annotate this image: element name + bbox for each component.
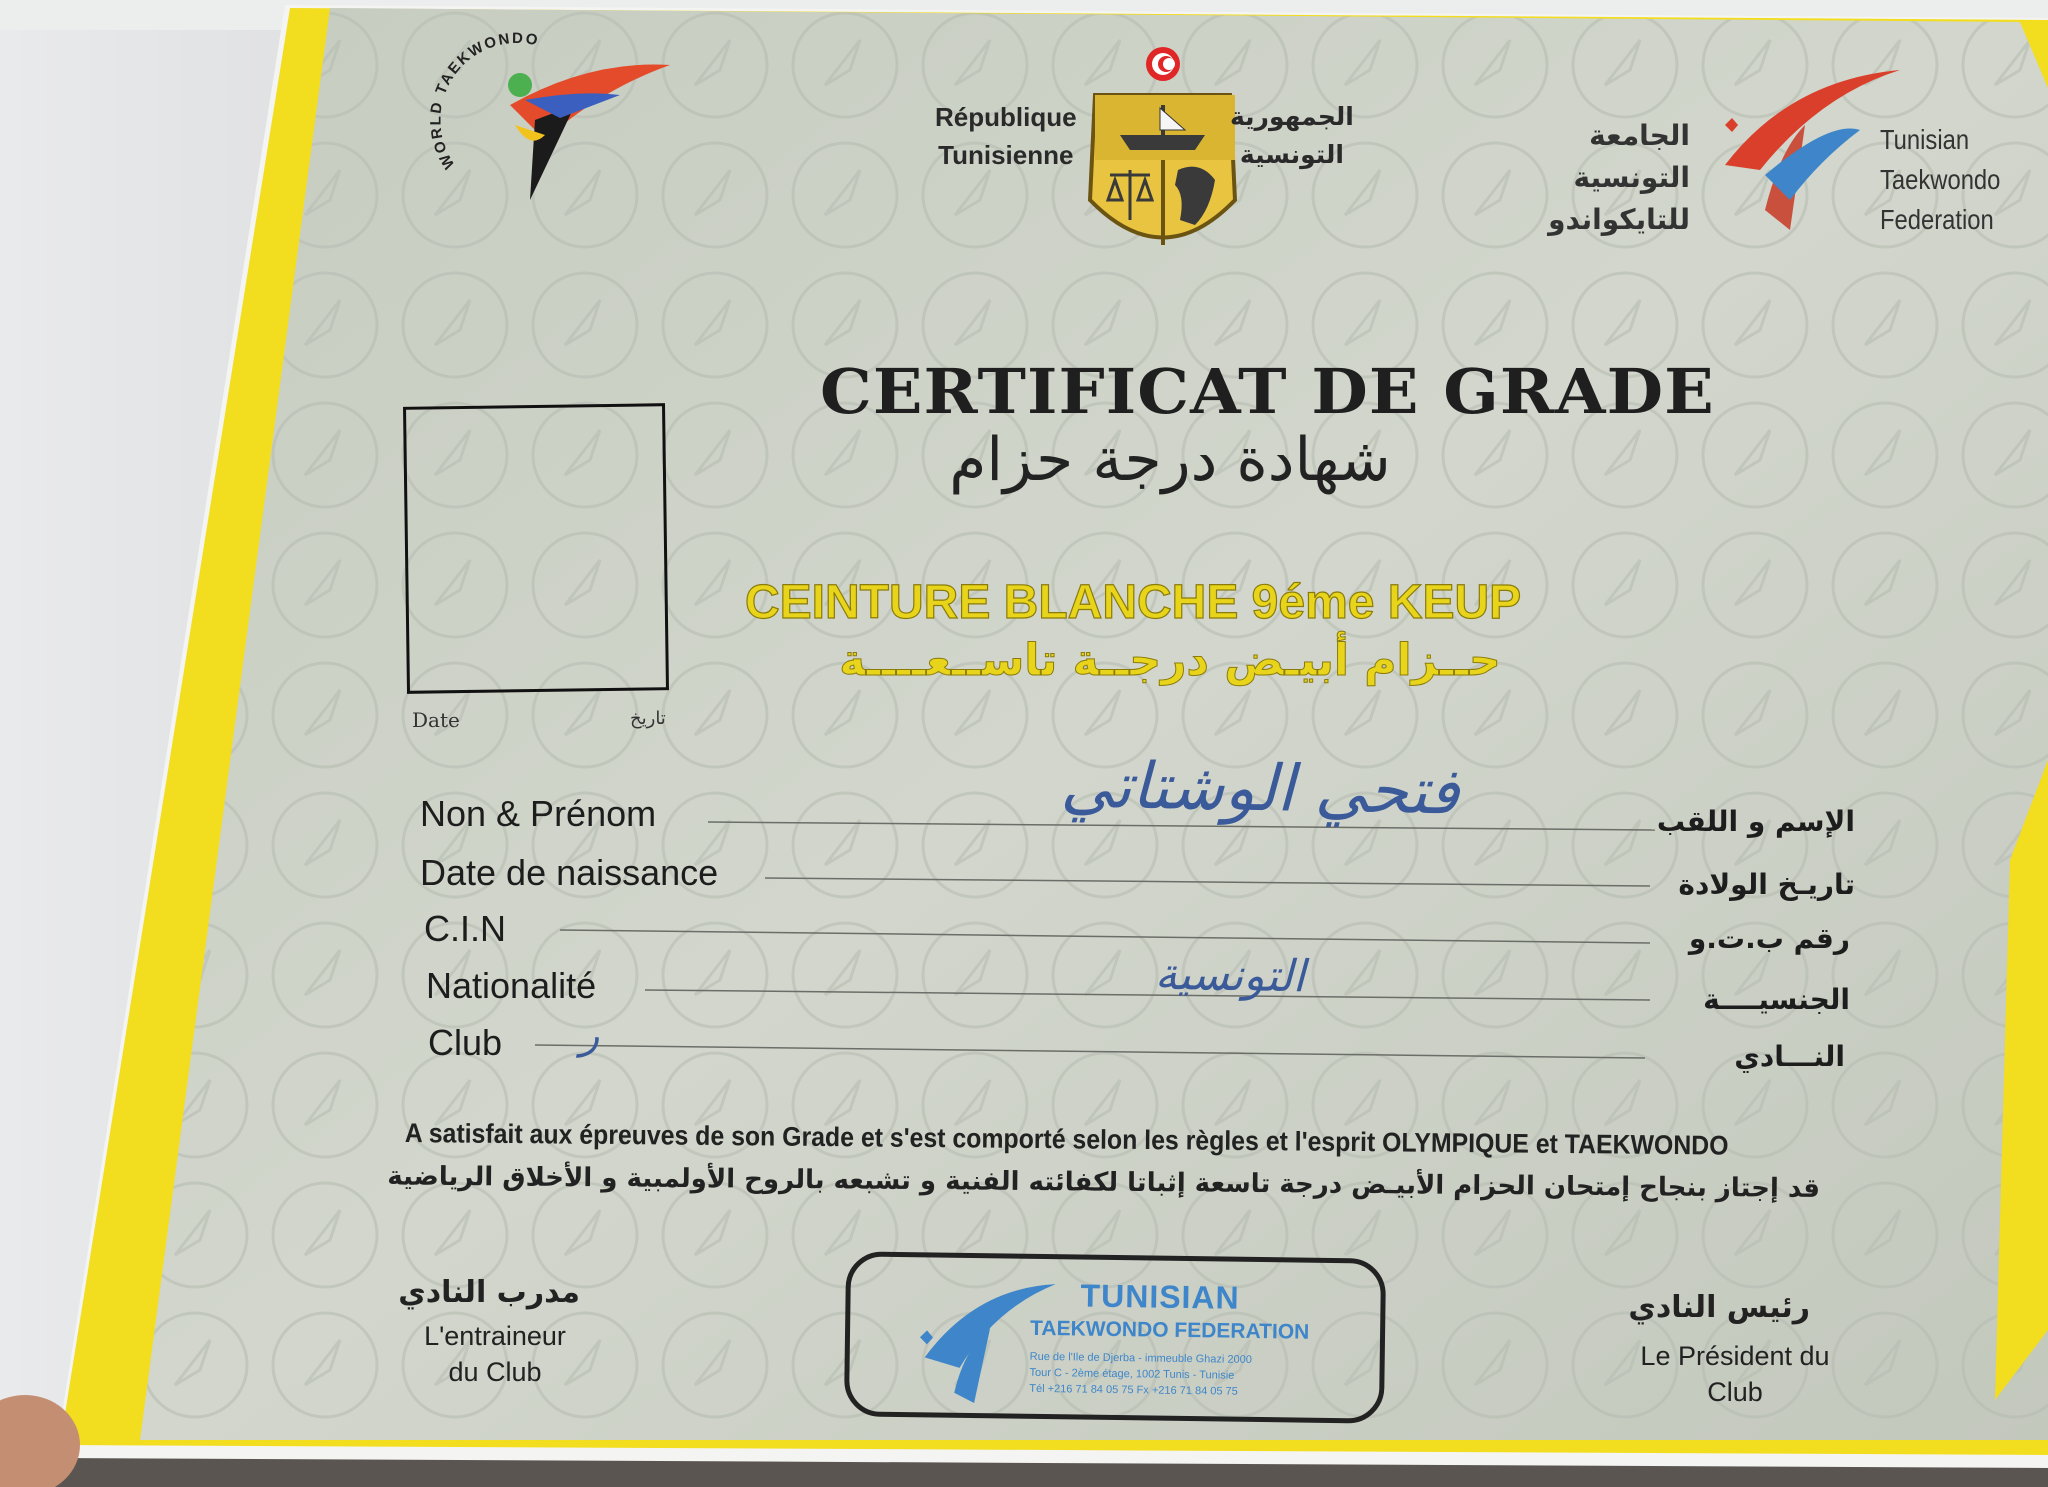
republic-name-fr	[935, 98, 1077, 174]
federation-ar-line3: للتايكواندو	[1548, 203, 1690, 236]
certificate-title-ar: شهادة درجة حزام	[949, 425, 1391, 495]
field-birthdate-label-fr: Date de naissance	[420, 852, 719, 893]
stamp-address-line3: Tél +216 71 84 05 75 Fx +216 71 84 05 75	[1029, 1382, 1238, 1398]
grade-title-fr: CEINTURE BLANCHE 9éme KEUP	[745, 576, 1522, 629]
world-taekwondo-logo-text: WORLD TAEKWONDO	[427, 29, 541, 172]
republic-ar-line1: الجمهورية	[1230, 102, 1354, 131]
president-signature-label-ar: رئيس النادي	[1628, 1290, 1810, 1325]
federation-ar-line2: التونسية	[1573, 161, 1690, 194]
federation-ar-line1: الجامعة	[1589, 119, 1690, 152]
president-fr-line2: Club	[1707, 1377, 1763, 1407]
field-name-value: فتحي الوشتاتي	[1059, 748, 1461, 830]
photo-box	[403, 403, 669, 694]
federation-en-line1: Tunisian	[1880, 124, 1970, 155]
field-cin-label-fr: C.I.N	[424, 908, 507, 949]
president-signature-label-fr	[1610, 1338, 1860, 1410]
coach-signature-label-fr	[405, 1318, 585, 1390]
stamp-address-line1: Rue de l'Ile de Djerba - immeuble Ghazi 2000	[1029, 1350, 1253, 1366]
certificate-title-fr: CERTIFICAT DE GRADE	[820, 355, 1715, 428]
field-birthdate-label-ar: تاريـخ الولادة	[1678, 868, 1855, 901]
field-nationality-label-ar: الجنسيــــة	[1703, 983, 1850, 1016]
field-nationality-label-fr: Nationalité	[426, 965, 597, 1006]
stamp-title: TUNISIAN	[1080, 1277, 1240, 1316]
federation-en-line3: Federation	[1880, 204, 1994, 235]
statement-fr: A satisfait aux épreuves de son Grade et s'est comporté selon les règles et l'esprit OLYMPIQUE et TAEKWONDO	[404, 1118, 1729, 1161]
republic-fr-line1: République	[935, 102, 1077, 132]
stamp-address-line2: Tour C - 2ème étage, 1002 Tunis - Tunisie	[1029, 1366, 1235, 1382]
coach-fr-line1: L'entraineur	[424, 1321, 566, 1351]
federation-name-ar	[1520, 115, 1690, 241]
field-club-label-ar: النـــادي	[1734, 1040, 1845, 1073]
federation-name-en	[1880, 120, 2000, 240]
field-name-label-ar: الإسم و اللقب	[1656, 805, 1855, 838]
grade-title-ar: حــزام أبيـض درجــة تاســعــــة	[839, 635, 1501, 686]
coach-signature-label-ar: مدرب النادي	[398, 1275, 580, 1310]
republic-name-ar	[1230, 98, 1354, 174]
stamp-subtitle: TAEKWONDO FEDERATION	[1029, 1316, 1310, 1344]
photo-date-label-fr: Date	[412, 708, 460, 732]
republic-fr-line2: Tunisienne	[938, 140, 1074, 170]
federation-stamp	[844, 1251, 1386, 1424]
president-fr-line1: Le Président du	[1640, 1341, 1830, 1371]
field-cin-label-ar: رقم ب.ت.و	[1688, 922, 1850, 955]
statement-ar: قد إجتاز بنجاح إمتحان الحزام الأبيـض درجة تاسعة إثباتا لكفائته الفنية و تشبعه بالروح الأولمبية و الأخلاق الرياضية	[387, 1161, 1821, 1204]
field-club-value: ر	[580, 1012, 600, 1058]
coach-fr-line2: du Club	[448, 1357, 542, 1387]
republic-ar-line2: التونسية	[1239, 140, 1344, 169]
federation-en-line2: Taekwondo	[1880, 164, 2001, 195]
photo-date-label-ar: تاريخ	[630, 708, 666, 729]
field-nationality-value: التونسية	[1154, 948, 1306, 1003]
field-club-label-fr: Club	[428, 1022, 503, 1063]
field-name-label-fr: Non & Prénom	[420, 793, 657, 834]
